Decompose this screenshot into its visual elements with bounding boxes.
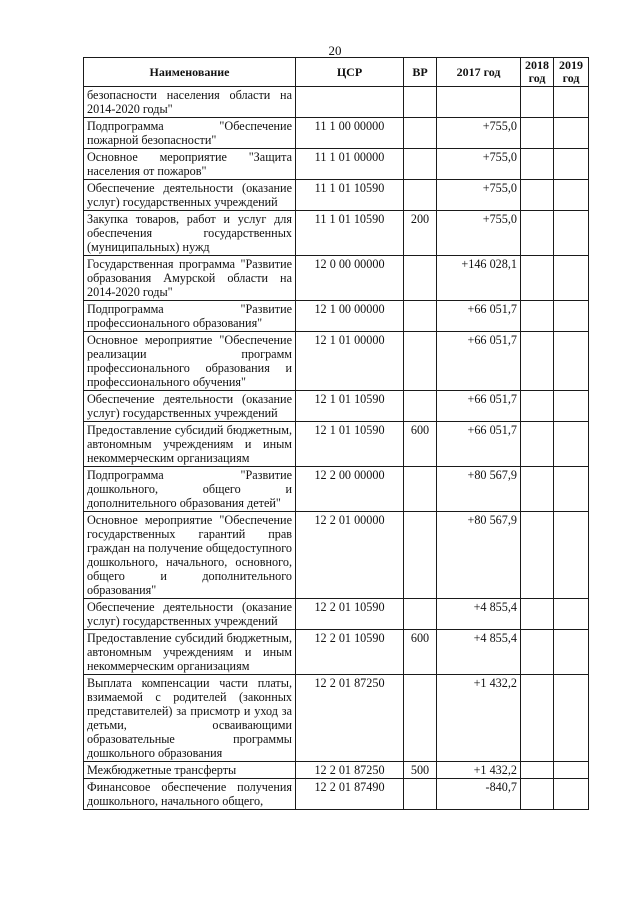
cell-2018 [521, 256, 554, 301]
cell-2018 [521, 180, 554, 211]
header-2018: 2018 год [521, 58, 554, 87]
cell-2018 [521, 762, 554, 779]
table-row [84, 87, 589, 118]
table-row [84, 422, 589, 467]
page-number: 20 [328, 43, 342, 58]
cell-2017: +1 432,2 [437, 762, 521, 779]
cell-csr: 12 2 01 87250 [296, 675, 404, 762]
cell-name: Государственная программа "Развитие образования Амурской области на 2014-2020 годы" [84, 256, 296, 301]
cell-vr [404, 180, 437, 211]
cell-2017: +755,0 [437, 149, 521, 180]
table-header-row [84, 58, 589, 87]
table-row [84, 211, 589, 256]
cell-vr [404, 301, 437, 332]
cell-2019 [554, 779, 589, 810]
cell-csr: 11 1 00 00000 [296, 118, 404, 149]
cell-2017: +755,0 [437, 180, 521, 211]
cell-vr [404, 87, 437, 118]
cell-2017: +755,0 [437, 118, 521, 149]
cell-name: Предоставление субсидий бюджетным, автономным учреждениям и иным некоммерческим организациям [84, 422, 296, 467]
cell-csr: 12 1 01 10590 [296, 391, 404, 422]
cell-2018 [521, 211, 554, 256]
cell-name: Финансовое обеспечение получения дошкольного, начального общего, [84, 779, 296, 810]
table-row [84, 630, 589, 675]
cell-csr: 11 1 01 00000 [296, 149, 404, 180]
cell-name: Основное мероприятие "Обеспечение государственных гарантий прав граждан на получение общедоступного дошкольного, начального, основного, общего и дополнительного образования" [84, 512, 296, 599]
cell-2018 [521, 422, 554, 467]
cell-2019 [554, 211, 589, 256]
cell-2017 [437, 87, 521, 118]
table-row [84, 512, 589, 599]
header-name: Наименование [84, 58, 296, 87]
table-row [84, 779, 589, 810]
header-2017: 2017 год [437, 58, 521, 87]
cell-2019 [554, 332, 589, 391]
cell-vr [404, 149, 437, 180]
table-row [84, 118, 589, 149]
table-row [84, 391, 589, 422]
cell-vr: 600 [404, 422, 437, 467]
cell-csr: 12 2 00 00000 [296, 467, 404, 512]
cell-2017: -840,7 [437, 779, 521, 810]
cell-csr: 12 2 01 00000 [296, 512, 404, 599]
cell-name: Подпрограмма "Развитие профессионального образования" [84, 301, 296, 332]
cell-vr [404, 779, 437, 810]
cell-2017: +1 432,2 [437, 675, 521, 762]
table-row [84, 762, 589, 779]
cell-csr: 12 0 00 00000 [296, 256, 404, 301]
header-vr: ВР [404, 58, 437, 87]
cell-2019 [554, 391, 589, 422]
cell-vr [404, 332, 437, 391]
cell-csr: 11 1 01 10590 [296, 211, 404, 256]
cell-csr: 12 1 01 10590 [296, 422, 404, 467]
cell-vr [404, 512, 437, 599]
cell-name: Подпрограмма "Обеспечение пожарной безопасности" [84, 118, 296, 149]
cell-2017: +80 567,9 [437, 512, 521, 599]
cell-2019 [554, 180, 589, 211]
cell-csr: 12 2 01 87490 [296, 779, 404, 810]
cell-2018 [521, 391, 554, 422]
cell-vr [404, 118, 437, 149]
cell-vr: 200 [404, 211, 437, 256]
cell-name: Обеспечение деятельности (оказание услуг) государственных учреждений [84, 599, 296, 630]
cell-csr: 12 1 01 00000 [296, 332, 404, 391]
cell-vr [404, 675, 437, 762]
cell-2017: +66 051,7 [437, 301, 521, 332]
cell-2019 [554, 675, 589, 762]
cell-2018 [521, 599, 554, 630]
table-row [84, 149, 589, 180]
table-row [84, 332, 589, 391]
cell-name: Закупка товаров, работ и услуг для обеспечения государственных (муниципальных) нужд [84, 211, 296, 256]
cell-csr: 12 2 01 87250 [296, 762, 404, 779]
table-row [84, 675, 589, 762]
table-row [84, 467, 589, 512]
cell-2019 [554, 118, 589, 149]
cell-vr [404, 391, 437, 422]
cell-2018 [521, 467, 554, 512]
cell-csr: 12 1 00 00000 [296, 301, 404, 332]
cell-2017: +80 567,9 [437, 467, 521, 512]
table-row [84, 180, 589, 211]
cell-2018 [521, 118, 554, 149]
cell-name: Основное мероприятие "Обеспечение реализации программ профессионального образования и профессионального обучения" [84, 332, 296, 391]
cell-2018 [521, 779, 554, 810]
cell-2017: +4 855,4 [437, 630, 521, 675]
header-csr: ЦСР [296, 58, 404, 87]
cell-name: Подпрограмма "Развитие дошкольного, общего и дополнительного образования детей" [84, 467, 296, 512]
cell-name: Межбюджетные трансферты [84, 762, 296, 779]
cell-2019 [554, 467, 589, 512]
header-2019: 2019 год [554, 58, 589, 87]
cell-2017: +66 051,7 [437, 422, 521, 467]
cell-name: Обеспечение деятельности (оказание услуг) государственных учреждений [84, 391, 296, 422]
cell-2018 [521, 149, 554, 180]
cell-2017: +4 855,4 [437, 599, 521, 630]
cell-csr: 11 1 01 10590 [296, 180, 404, 211]
cell-2018 [521, 675, 554, 762]
table-body [84, 87, 589, 810]
cell-2019 [554, 599, 589, 630]
cell-vr [404, 467, 437, 512]
cell-2018 [521, 301, 554, 332]
cell-2019 [554, 762, 589, 779]
cell-vr [404, 256, 437, 301]
cell-2019 [554, 630, 589, 675]
cell-2017: +66 051,7 [437, 391, 521, 422]
cell-2019 [554, 87, 589, 118]
cell-csr: 12 2 01 10590 [296, 599, 404, 630]
table-row [84, 599, 589, 630]
table-row [84, 301, 589, 332]
cell-name: Выплата компенсации части платы, взимаемой с родителей (законных представителей) за присмотр и уход за детьми, осваивающими образовательные программы дошкольного образования [84, 675, 296, 762]
cell-2017: +146 028,1 [437, 256, 521, 301]
cell-vr: 600 [404, 630, 437, 675]
cell-name: Основное мероприятие "Защита населения от пожаров" [84, 149, 296, 180]
cell-2017: +755,0 [437, 211, 521, 256]
cell-2018 [521, 512, 554, 599]
cell-2019 [554, 512, 589, 599]
cell-2017: +66 051,7 [437, 332, 521, 391]
cell-csr: 12 2 01 10590 [296, 630, 404, 675]
cell-2018 [521, 87, 554, 118]
cell-2018 [521, 630, 554, 675]
cell-name: безопасности населения области на 2014-2020 годы" [84, 87, 296, 118]
budget-table [83, 57, 589, 810]
table-row [84, 256, 589, 301]
cell-2018 [521, 332, 554, 391]
cell-csr [296, 87, 404, 118]
cell-2019 [554, 256, 589, 301]
cell-2019 [554, 149, 589, 180]
cell-name: Обеспечение деятельности (оказание услуг) государственных учреждений [84, 180, 296, 211]
cell-2019 [554, 422, 589, 467]
cell-vr: 500 [404, 762, 437, 779]
cell-2019 [554, 301, 589, 332]
cell-name: Предоставление субсидий бюджетным, автономным учреждениям и иным некоммерческим организациям [84, 630, 296, 675]
cell-vr [404, 599, 437, 630]
